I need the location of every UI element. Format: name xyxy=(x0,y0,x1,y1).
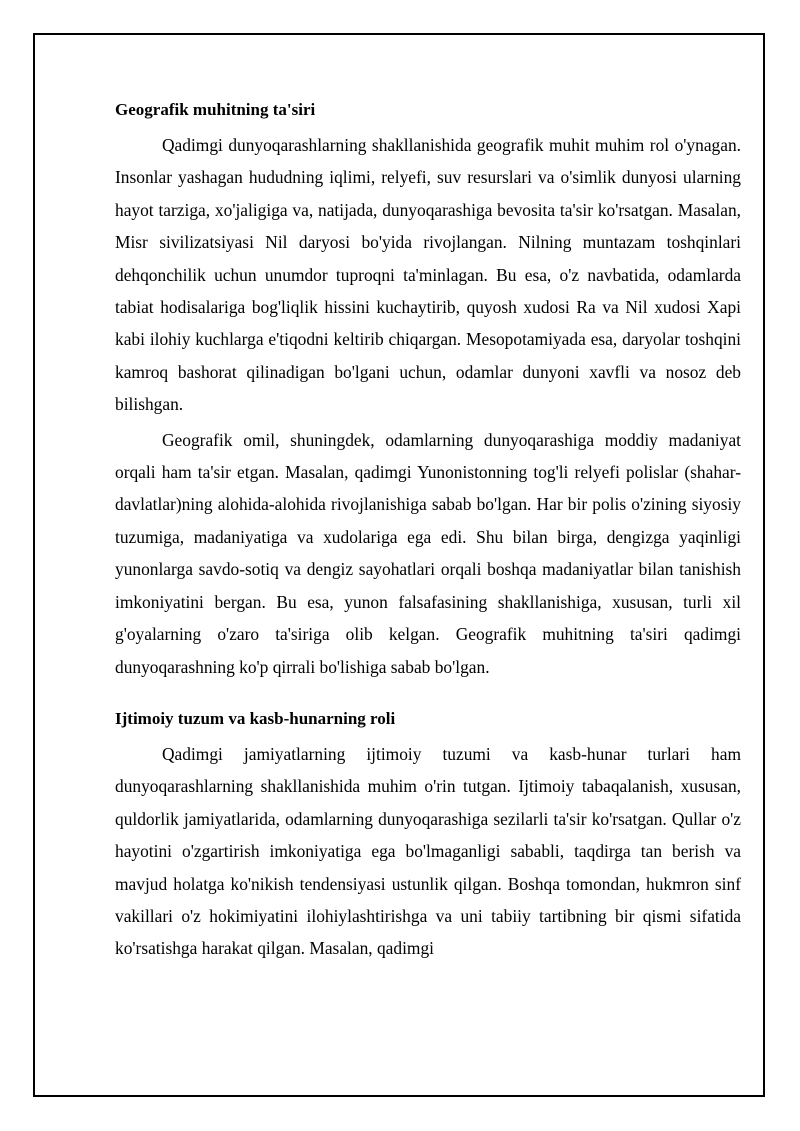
section-heading-social-structure: Ijtimoiy tuzum va kasb-hunarning roli xyxy=(115,708,396,728)
paragraph-social-structure-1: Qadimgi jamiyatlarning ijtimoiy tuzumi va kasb-hunar turlari ham dunyoqarashlarning shakllanishida muhim o'rin tutgan. Ijtimoiy tabaqalanish, xususan, quldorlik jamiyatlarida, odamlarning dunyoqarashiga sezilarli ta'sir ko'rsatgan. Qullar o'z hayotini o'zgartirish imkoniyatiga ega bo'lmaganligi sababli, taqdirga tan berish va mavjud holatga ko'nikish tendensiyasi ustunlik qilgan. Boshqa tomondan, hukmron sinf vakillari o'z hokimiyatini ilohiylashtirishga va uni tabiiy tartibning bir qismi sifatida ko'rsatishga harakat qilgan. Masalan, qadimgi xyxy=(115,743,741,959)
paragraph-geography-1: Qadimgi dunyoqarashlarning shakllanishida geografik muhit muhim rol o'ynagan. Insonlar yashagan hududning iqlimi, relyefi, suv resurslari va o'simlik dunyosi ularning hayot tarziga, xo'jaligiga va, natijada, dunyoqarashiga bevosita ta'sir ko'rsatgan. Masalan, Misr sivilizatsiyasi Nil daryosi bo'yida rivojlangan. Nilning muntazam toshqinlari dehqonchilik uchun unumdor tuproqni ta'minlagan. Bu esa, o'z navbatida, odamlarda tabiat hodisalariga bog'liqlik hissini kuchaytirib, quyosh xudosi Ra va Nil xudosi Xapi kabi ilohiy kuchlarga e'tiqodni keltirib chiqargan. Mesopotamiyada esa, daryolar toshqini kamroq bashorat qilinadigan bo'lgani uchun, odamlar dunyoni xavfli va nosoz deb bilishgan. xyxy=(115,135,741,415)
document-body xyxy=(115,98,741,965)
paragraph-geography-2: Geografik omil, shuningdek, odamlarning dunyoqarashiga moddiy madaniyat orqali ham ta'sir etgan. Masalan, qadimgi Yunonistonning tog'li relyefi polislar (shahar-davlatlar)ning alohida-alohida rivojlanishiga sabab bo'lgan. Har bir polis o'zining siyosiy tuzumiga, madaniyatiga va xudolariga ega edi. Shu bilan birga, dengizga yaqinligi yunonlarga savdo-sotiq va dengiz sayohatlari orqali boshqa madaniyatlar bilan tanishish imkoniyatini bergan. Bu esa, yunon falsafasining shakllanishiga, xususan, turli xil g'oyalarning o'zaro ta'siriga olib kelgan. Geografik muhitning ta'siri qadimgi dunyoqarashning ko'p qirrali bo'lishiga sabab bo'lgan. xyxy=(115,429,741,677)
section-heading-geography: Geografik muhitning ta'siri xyxy=(115,100,316,119)
